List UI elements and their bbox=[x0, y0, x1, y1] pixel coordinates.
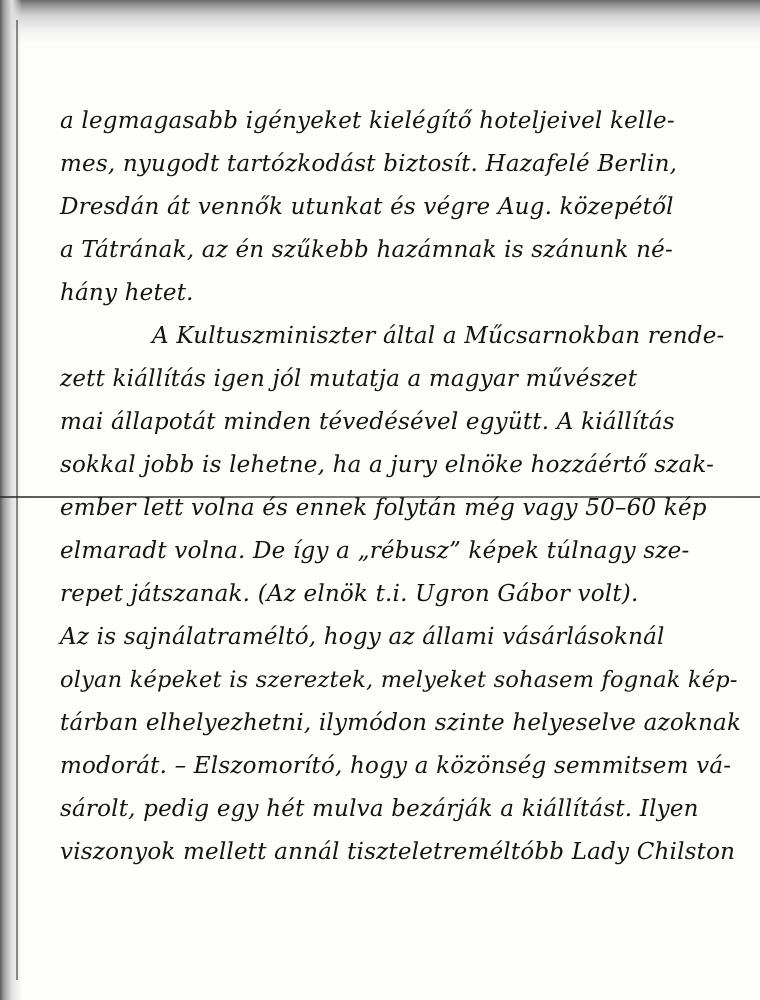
scan-left-edge-shadow bbox=[0, 0, 22, 1000]
handwritten-text-block bbox=[60, 100, 750, 874]
text-line: zett kiállítás igen jól mutatja a magyar művészet bbox=[60, 366, 638, 392]
text-line: olyan képeket is szereztek, melyeket sohasem fognak kép- bbox=[60, 667, 738, 693]
text-line: modorát. – Elszomorító, hogy a közönség semmitsem vá- bbox=[60, 753, 732, 779]
scan-top-edge-shadow bbox=[0, 0, 760, 44]
paragraph-start-line: A Kultuszminiszter által a Műcsarnokban rende- bbox=[152, 323, 725, 349]
text-line: a legmagasabb igényeket kielégítő hoteljeivel kelle- bbox=[60, 108, 675, 134]
text-line: sárolt, pedig egy hét mulva bezárják a kiállítást. Ilyen bbox=[60, 796, 699, 822]
text-line: ember lett volna és ennek folytán még vagy 50–60 kép bbox=[60, 495, 707, 521]
text-line: elmaradt volna. De így a „rébusz” képek túlnagy sze- bbox=[60, 538, 690, 564]
left-margin-line bbox=[16, 20, 18, 980]
text-line: Az is sajnálatraméltó, hogy az állami vásárlásoknál bbox=[60, 624, 665, 650]
text-line: tárban elhelyezhetni, ilymódon szinte helyeselve azoknak bbox=[60, 710, 742, 736]
text-line: viszonyok mellett annál tiszteletreméltóbb Lady Chilston bbox=[60, 839, 736, 865]
text-line: sokkal jobb is lehetne, ha a jury elnöke hozzáértő szak- bbox=[60, 452, 715, 478]
text-line: repet játszanak. (Az elnök t.i. Ugron Gábor volt). bbox=[60, 581, 639, 607]
text-line: mai állapotát minden tévedésével együtt. A kiállítás bbox=[60, 409, 675, 435]
text-line: Dresdán át vennők utunkat és végre Aug. közepétől bbox=[60, 194, 674, 220]
text-line: hány hetet. bbox=[60, 280, 194, 306]
text-line: a Tátrának, az én szűkebb hazámnak is szánunk né- bbox=[60, 237, 673, 263]
text-line: mes, nyugodt tartózkodást biztosít. Hazafelé Berlin, bbox=[60, 151, 678, 177]
